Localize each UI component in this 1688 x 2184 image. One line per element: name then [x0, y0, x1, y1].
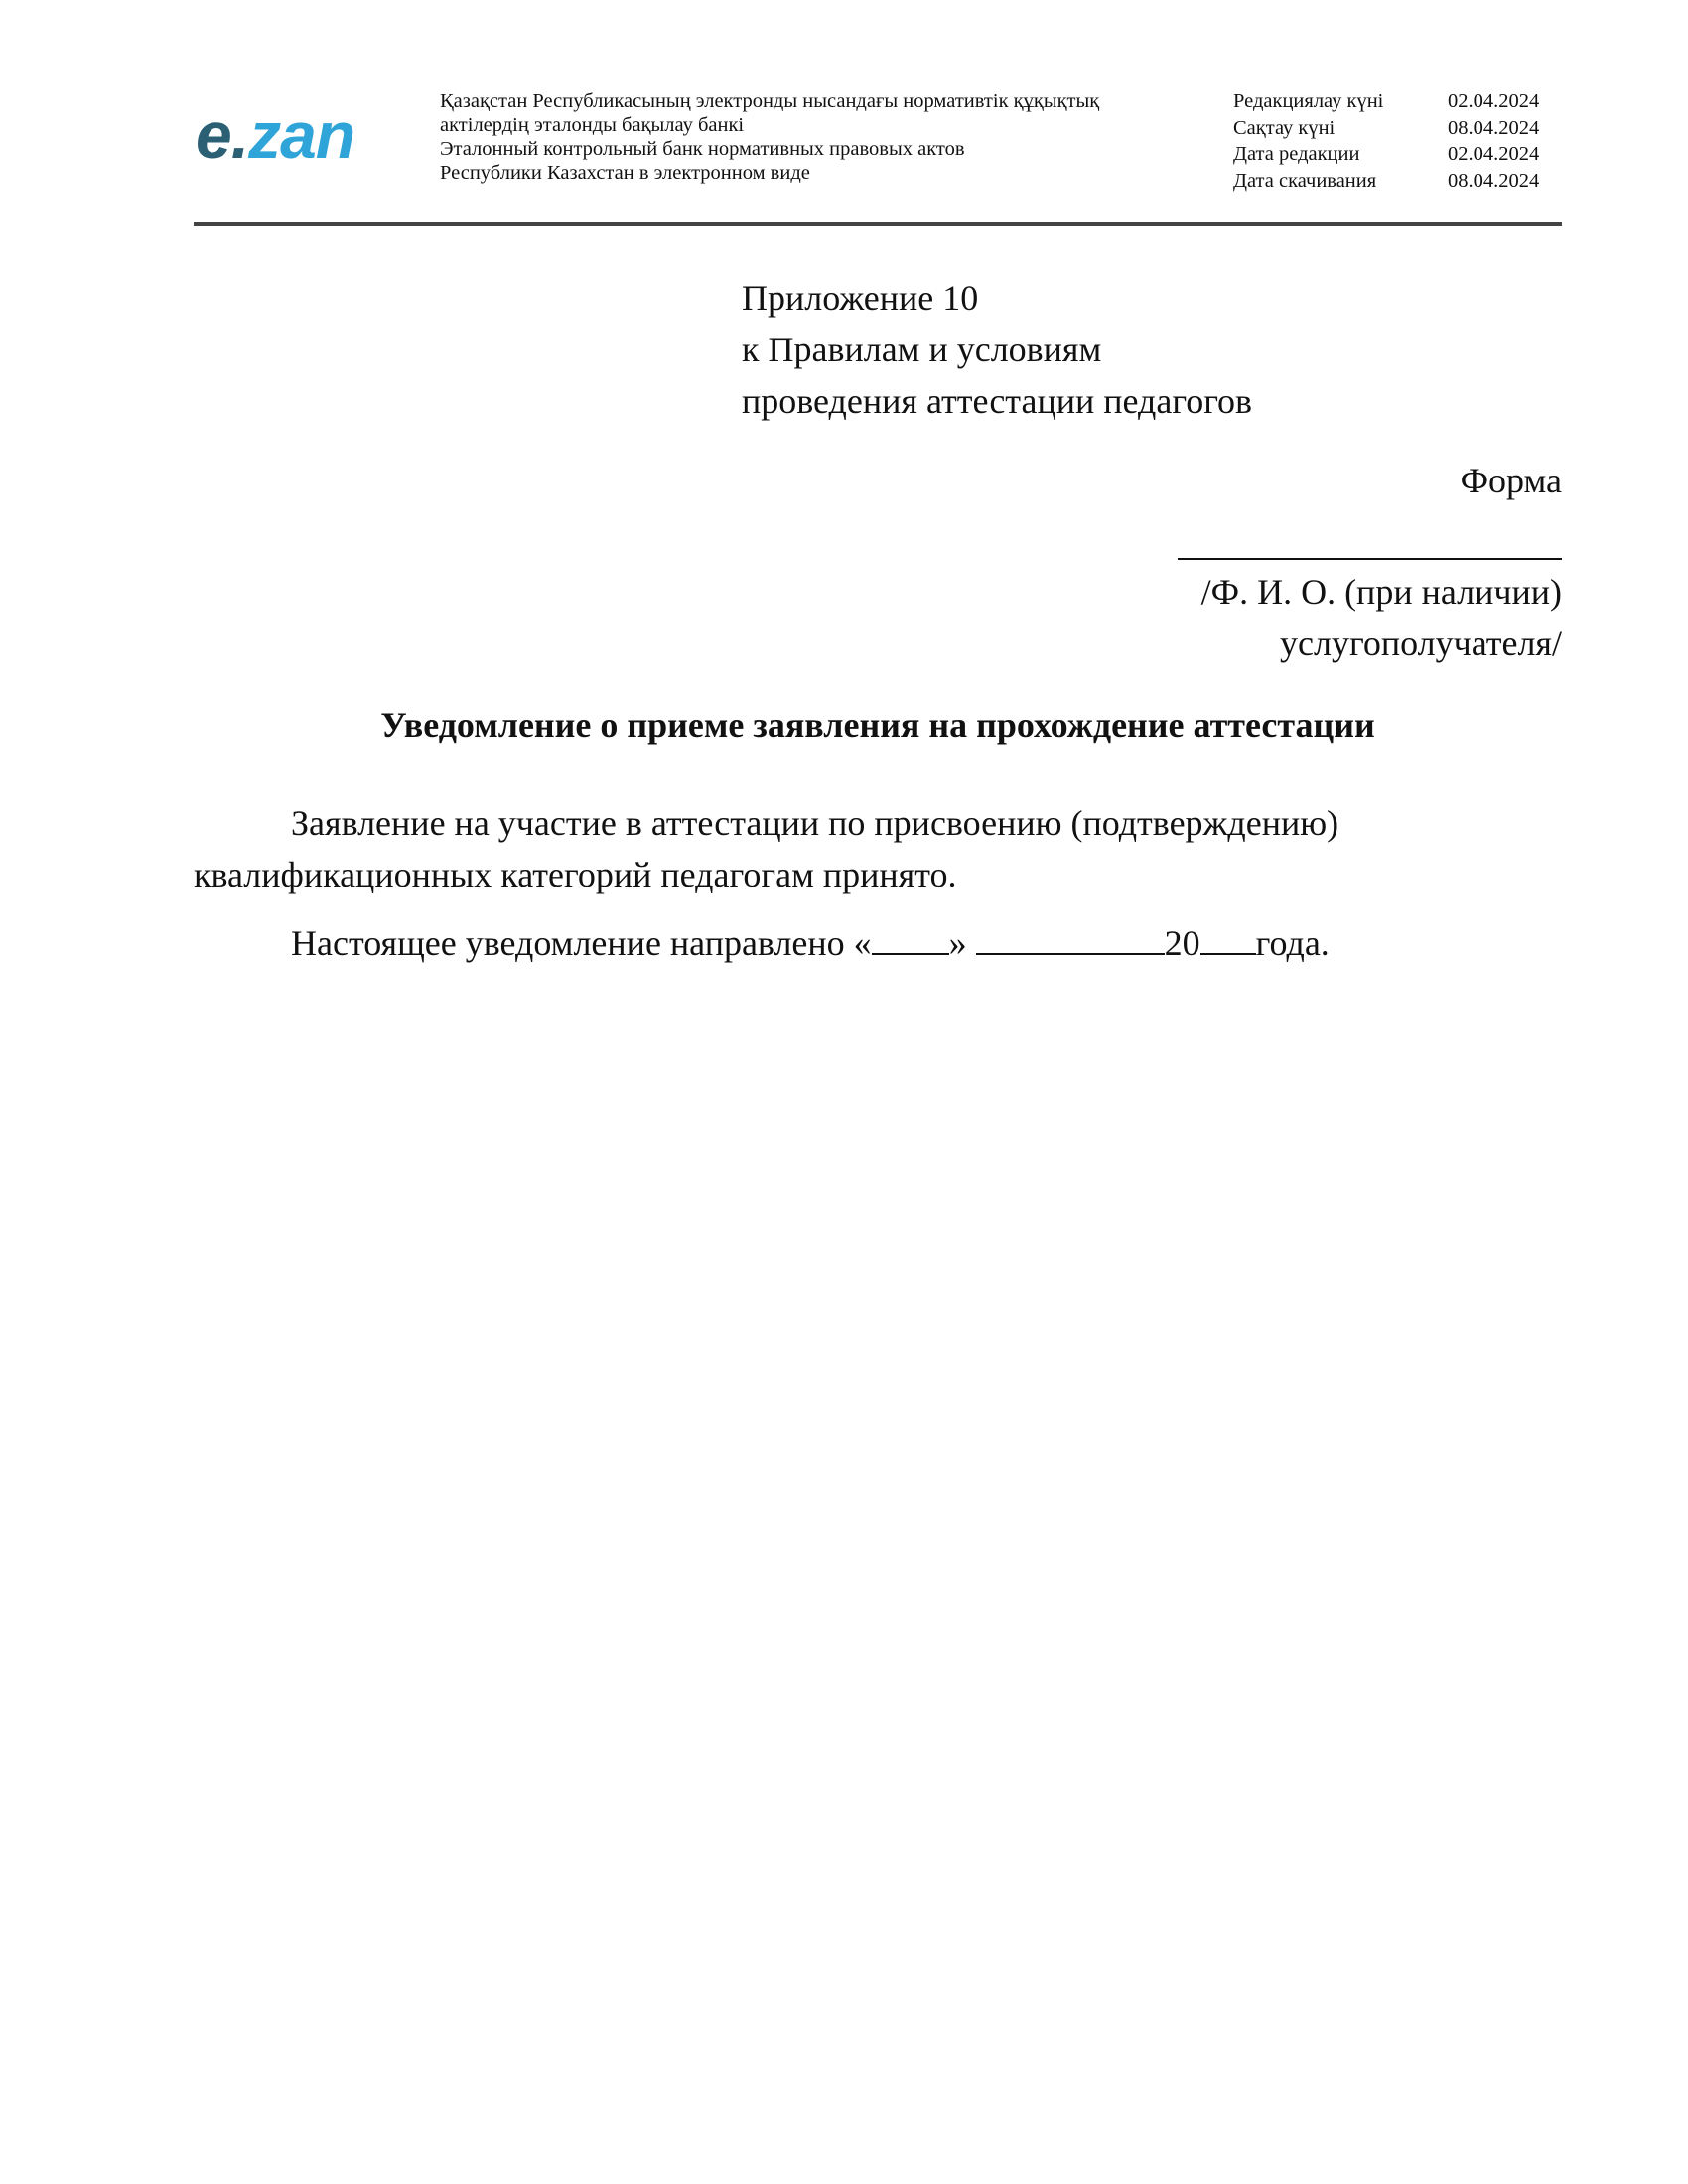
appendix-reference — [742, 272, 1252, 427]
document-title: Уведомление о приеме заявления на прохождение аттестации — [380, 705, 1375, 745]
logo-e: e — [196, 98, 231, 172]
month-blank — [976, 923, 1165, 955]
notice-century: 20 — [1164, 923, 1200, 963]
year-blank — [1200, 923, 1256, 955]
logo-zan: zan — [248, 98, 355, 172]
header-description — [440, 89, 1175, 185]
notice-quote-close: » — [948, 923, 976, 963]
ezan-logo — [196, 95, 354, 175]
date-label: Дата редакции — [1233, 143, 1360, 165]
body-paragraph — [194, 797, 1425, 900]
date-row-save-kz — [1233, 115, 1561, 142]
paragraph-line: квалификационных категорий педагогам принято. — [194, 855, 957, 894]
date-value: 02.04.2024 — [1448, 143, 1540, 165]
appendix-line: к Правилам и условиям — [742, 330, 1102, 369]
notice-suffix: года. — [1255, 923, 1330, 963]
date-row-edit-ru — [1233, 141, 1561, 168]
recipient-line: /Ф. И. О. (при наличии) — [1200, 572, 1562, 612]
date-row-edit-kz — [1233, 88, 1561, 115]
form-label: Форма — [1460, 461, 1562, 500]
date-value: 08.04.2024 — [1448, 116, 1540, 139]
header-description-line: Эталонный контрольный банк нормативных правовых актов — [440, 138, 965, 160]
paragraph-line: Заявление на участие в аттестации по присвоению (подтверждению) — [291, 803, 1339, 843]
header-dates — [1233, 88, 1561, 194]
date-value: 08.04.2024 — [1448, 169, 1540, 192]
date-label: Сақтау күні — [1233, 116, 1336, 139]
notice-prefix: Настоящее уведомление направлено « — [291, 923, 872, 963]
recipient-name-blank — [1178, 558, 1562, 560]
header-description-line: Қазақстан Республикасының электронды нысандағы нормативтік құқықтық — [440, 90, 1100, 112]
recipient-caption — [1201, 566, 1562, 669]
header-description-line: актілердің эталонды бақылау банкі — [440, 114, 745, 136]
header-divider — [194, 222, 1562, 226]
notice-date-line — [291, 917, 1330, 969]
date-label: Дата скачивания — [1233, 169, 1377, 192]
header-description-line: Республики Казахстан в электронном виде — [440, 162, 810, 184]
appendix-line: проведения аттестации педагогов — [742, 381, 1253, 421]
date-row-download-ru — [1233, 168, 1561, 195]
appendix-line: Приложение 10 — [742, 278, 979, 318]
day-blank — [872, 923, 949, 955]
recipient-line: услугополучателя/ — [1280, 623, 1562, 663]
logo-dot: . — [230, 98, 249, 172]
date-value: 02.04.2024 — [1448, 90, 1540, 112]
date-label: Редакциялау күні — [1233, 90, 1384, 112]
